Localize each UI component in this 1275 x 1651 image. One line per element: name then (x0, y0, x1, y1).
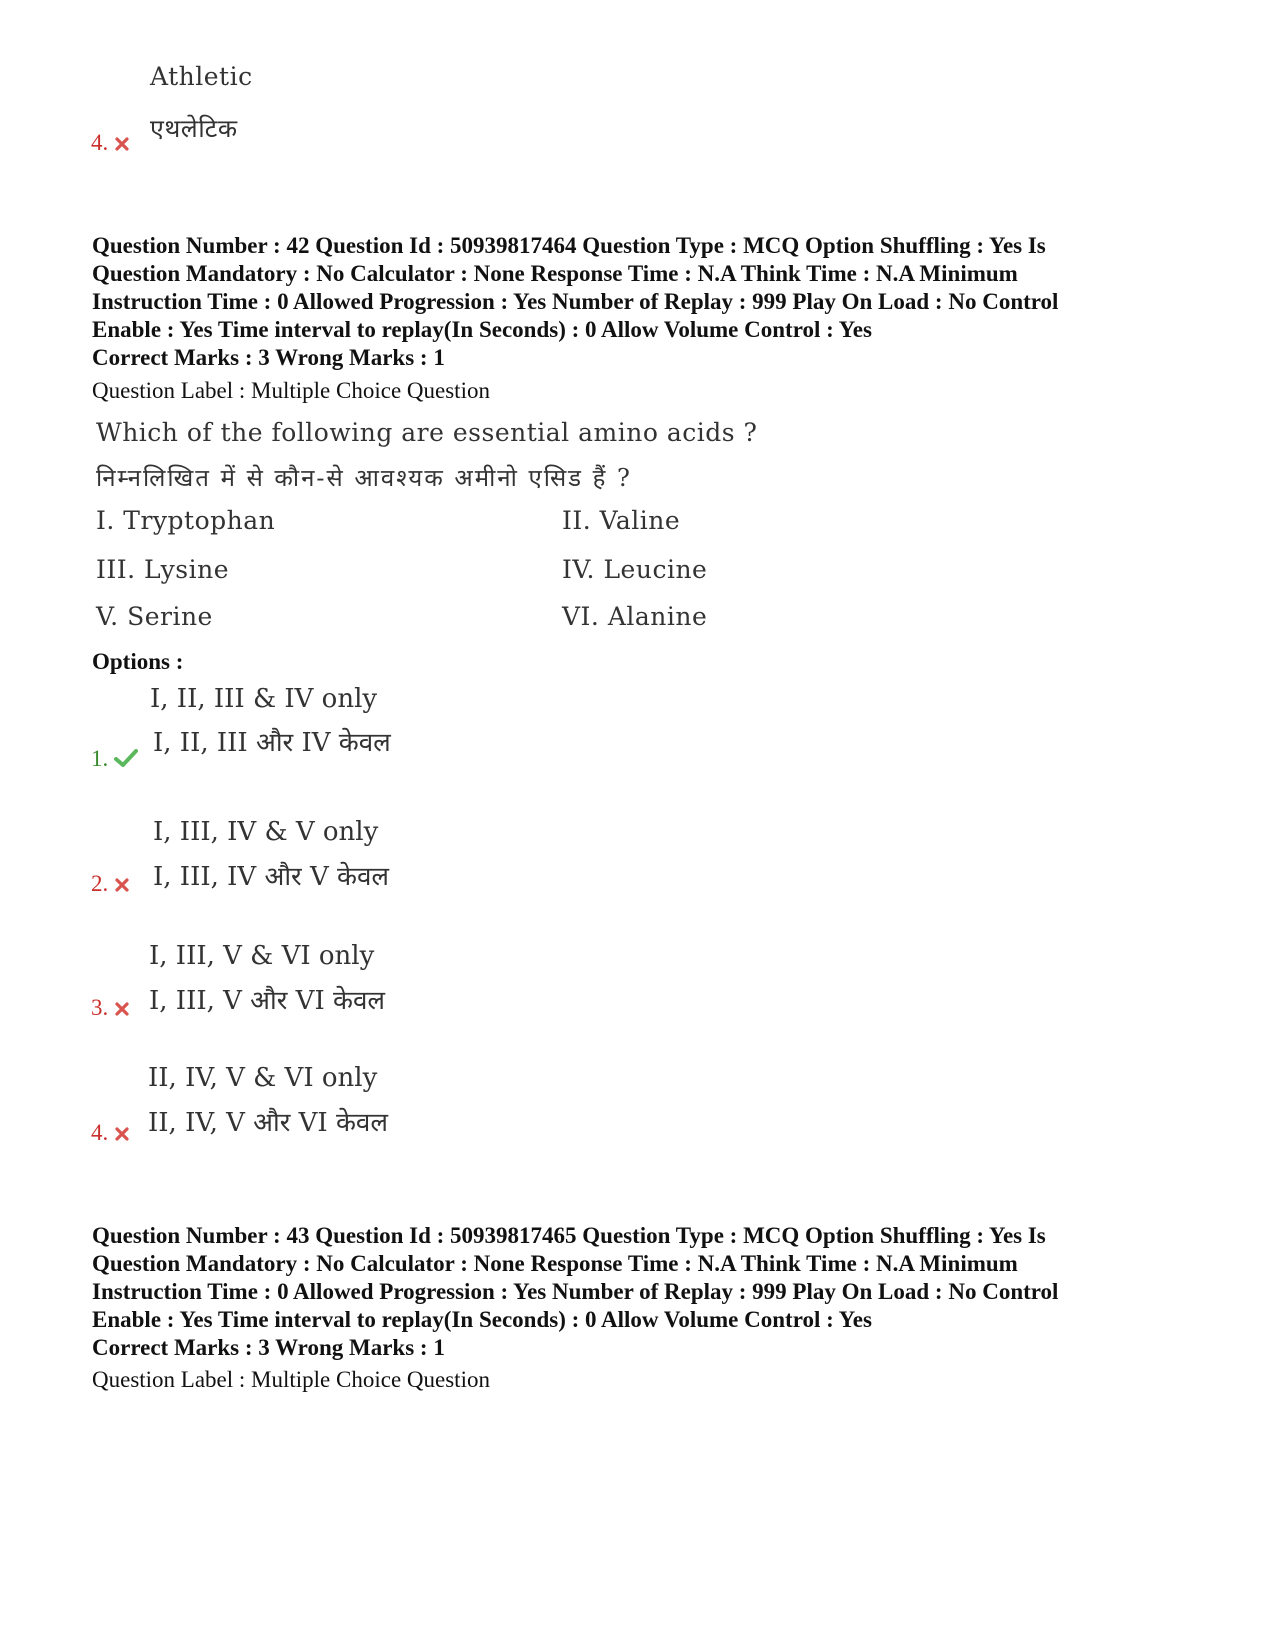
question-43-label: Question Label : Multiple Choice Question (92, 1367, 490, 1392)
cross-icon (114, 132, 130, 158)
cross-icon (114, 873, 130, 899)
question-42-marks: Correct Marks : 3 Wrong Marks : 1 (92, 345, 445, 370)
item-valine: II. Valine (562, 506, 681, 535)
option-number: 4. (91, 130, 109, 155)
prev-option-4-english: Athletic (150, 62, 253, 91)
item-leucine: IV. Leucine (562, 555, 708, 584)
question-42-label: Question Label : Multiple Choice Question (92, 378, 490, 403)
cross-icon (114, 997, 130, 1023)
meta-line: Question Mandatory : No Calculator : None Response Time : N.A Think Time : N.A Minimum (92, 261, 1018, 286)
option-2 (91, 871, 130, 899)
meta-line: Instruction Time : 0 Allowed Progression : Yes Number of Replay : 999 Play On Load : No Control (92, 289, 1059, 314)
question-42-stem-english: Which of the following are essential amino acids ? (96, 418, 758, 447)
question-42-stem-hindi: निम्नलिखित में से कौन-से आवश्यक अमीनो एसिड हैं ? (96, 464, 632, 492)
option-number: 2. (91, 871, 109, 896)
meta-line: Question Number : 43 Question Id : 50939817465 Question Type : MCQ Option Shuffling : Yes Is (92, 1223, 1046, 1248)
prev-option-4-hindi: एथलेटिक (150, 114, 238, 143)
option-4-hindi: II, IV, V और VI केवल (148, 1108, 389, 1138)
meta-line: Question Mandatory : No Calculator : None Response Time : N.A Think Time : N.A Minimum (92, 1251, 1018, 1276)
option-3-english: I, III, V & VI only (149, 941, 375, 971)
cross-icon (114, 1122, 130, 1148)
prev-option-4 (91, 130, 130, 158)
option-1 (91, 746, 138, 774)
option-number: 1. (91, 746, 109, 771)
check-icon (114, 748, 138, 774)
meta-line: Enable : Yes Time interval to replay(In Seconds) : 0 Allow Volume Control : Yes (92, 1307, 872, 1332)
item-lysine: III. Lysine (96, 555, 230, 584)
item-serine: V. Serine (96, 602, 213, 631)
question-42-meta (92, 232, 1212, 344)
option-4 (91, 1120, 130, 1148)
question-43-marks: Correct Marks : 3 Wrong Marks : 1 (92, 1335, 445, 1360)
meta-line: Instruction Time : 0 Allowed Progression : Yes Number of Replay : 999 Play On Load : No Control (92, 1279, 1059, 1304)
meta-line: Question Number : 42 Question Id : 50939817464 Question Type : MCQ Option Shuffling : Yes Is (92, 233, 1046, 258)
option-number: 4. (91, 1120, 109, 1145)
option-1-english: I, II, III & IV only (150, 684, 378, 714)
option-1-hindi: I, II, III और IV केवल (153, 728, 391, 758)
meta-line: Enable : Yes Time interval to replay(In Seconds) : 0 Allow Volume Control : Yes (92, 317, 872, 342)
item-tryptophan: I. Tryptophan (96, 506, 276, 535)
options-heading: Options : (92, 649, 184, 674)
question-43-meta (92, 1222, 1212, 1334)
option-number: 3. (91, 995, 109, 1020)
option-4-english: II, IV, V & VI only (148, 1063, 378, 1093)
option-3 (91, 995, 130, 1023)
option-2-hindi: I, III, IV और V केवल (153, 862, 390, 892)
option-2-english: I, III, IV & V only (153, 817, 379, 847)
item-alanine: VI. Alanine (562, 602, 708, 631)
option-3-hindi: I, III, V और VI केवल (149, 986, 386, 1016)
